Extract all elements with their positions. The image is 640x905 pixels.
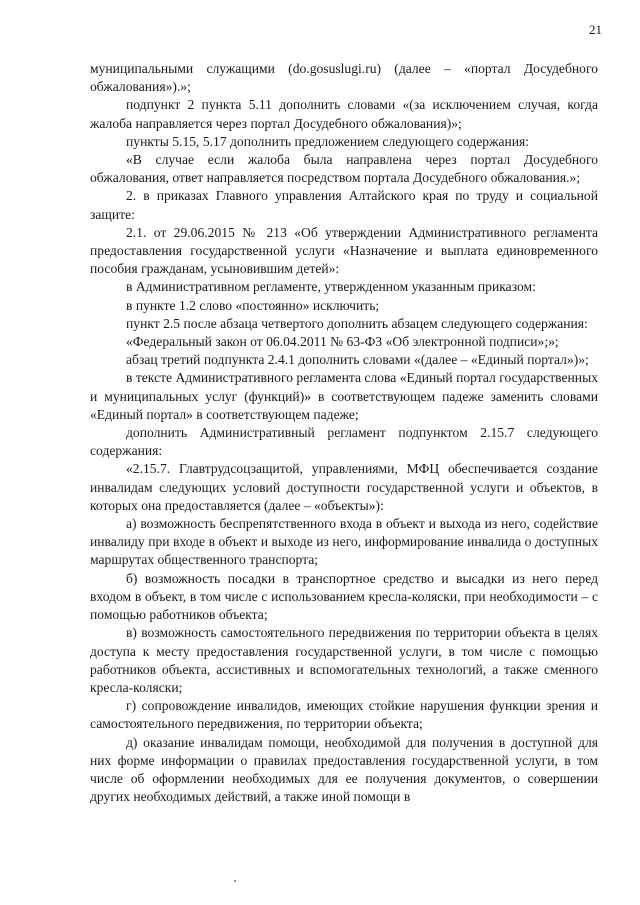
paragraph: в) возможность самостоятельного передвижения по территории объекта в целях доступа к месту предоставления государственной услуги, в том числе с помощью работников объекта, ассистивных и вспомогательных технологий, а также сменного кресла-коляски; xyxy=(90,625,598,695)
page-number: 21 xyxy=(589,22,602,37)
paragraph: б) возможность посадки в транспортное средство и высадки из него перед входом в объект, в том числе с использованием кресла-коляски, при необходимости – с помощью работников объекта; xyxy=(90,570,598,623)
paragraph: 2. в приказах Главного управления Алтайского края по труду и социальной защите: xyxy=(90,188,598,222)
paragraph: подпункт 2 пункта 5.11 дополнить словами «(за исключением случая, когда жалоба направляется через портал Досудебного обжалования)»; xyxy=(90,97,598,131)
paragraph: а) возможность беспрепятственного входа в объект и выхода из него, содействие инвалиду при входе в объект и выходе из него, информирование инвалида о доступных маршрутах общественного транспорта; xyxy=(90,516,598,568)
scan-dot xyxy=(234,880,236,882)
paragraph: в тексте Административного регламента слова «Единый портал государственных и муниципальных услуг (функций)» в соответствующем падеже заменить словами «Единый портал» в соответствующем падеже; xyxy=(90,370,598,422)
document-body xyxy=(90,60,598,806)
paragraph: г) сопровождение инвалидов, имеющих стойкие нарушения функции зрения и самостоятельного передвижения, по территории объекта; xyxy=(90,698,598,732)
paragraph: пункты 5.15, 5.17 дополнить предложением следующего содержания: xyxy=(126,133,530,149)
paragraph: муниципальными служащими (do.gosuslugi.ru) (далее – «портал Досудебного обжалования»).»; xyxy=(90,61,598,95)
paragraph: пункт 2.5 после абзаца четвертого дополнить абзацем следующего содержания: xyxy=(126,315,588,331)
paragraph: в Административном регламенте, утвержденном указанным приказом: xyxy=(126,279,536,295)
paragraph: в пункте 1.2 слово «постоянно» исключить; xyxy=(126,297,380,313)
paragraph: 2.1. от 29.06.2015 № 213 «Об утверждении Административного регламента предоставления государственной услуги «Назначение и выплата единовременного пособия гражданам, усыновившим детей»: xyxy=(90,224,598,277)
paragraph: д) оказание инвалидам помощи, необходимой для получения в доступной для них форме информации о правилах предоставления государственной услуги, в том числе об оформлении необходимых для ее получения документов, о совершении других необходимых действий, а также иной помощи в xyxy=(90,734,598,805)
paragraph: «В случае если жалоба была направлена через портал Досудебного обжалования, ответ направляется посредством портала Досудебного обжалования.»; xyxy=(90,152,598,186)
paragraph: дополнить Административный регламент подпунктом 2.15.7 следующего содержания: xyxy=(90,425,598,459)
paragraph: «Федеральный закон от 06.04.2011 № 63-ФЗ «Об электронной подписи»;»; xyxy=(126,334,559,350)
paragraph: абзац третий подпункта 2.4.1 дополнить словами «(далее – «Единый портал»)»; xyxy=(126,352,589,368)
paragraph: «2.15.7. Главтрудсоцзащитой, управлениями, МФЦ обеспечивается создание инвалидам следующих условий доступности государственной услуги и объектов, в которых она предоставляется (далее – «объекты»): xyxy=(90,461,598,513)
